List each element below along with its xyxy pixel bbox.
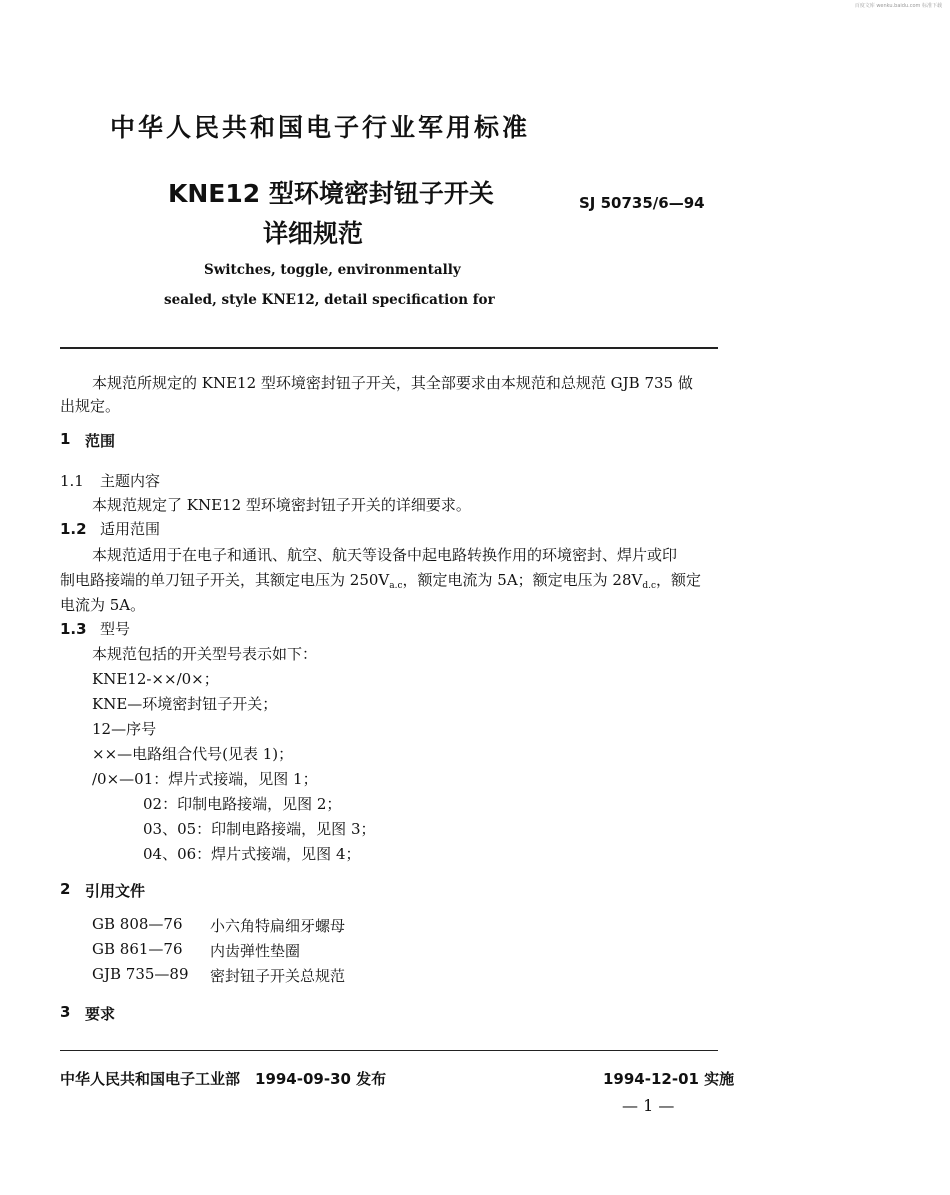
reference-title: 小六角特扁细牙螺母 (210, 917, 346, 935)
model-line: ××—电路组合代号(见表 1)； (92, 745, 294, 763)
reference-code: GB 861—76 (92, 940, 183, 958)
terminal-option: 04、06：焊片式接端，见图 4； (143, 845, 361, 863)
terminal-option: 02：印制电路接端，见图 2； (143, 795, 342, 813)
intro-line2: 出规定。 (60, 397, 121, 415)
intro-line1: 本规范所规定的 KNE12 型环境密封钮子开关，其全部要求由本规范和总规范 GJB 735 做 (92, 374, 693, 392)
english-title-line2: sealed, style KNE12, detail specification for (164, 292, 495, 308)
section-3-number: 3 (60, 1003, 71, 1021)
section-2-title: 引用文件 (85, 882, 146, 900)
model-line: /0×—01：焊片式接端，见图 1； (92, 770, 318, 788)
section-1-2-line2: 制电路接端的单刀钮子开关，其额定电压为 $250V_{a.c}$，额定电流为 5A；额定电压为 $28V_{d.c}$，额定 (60, 571, 702, 591)
effective-date: 1994-12-01 实施 (603, 1070, 735, 1088)
standard-category: 中华人民共和国电子行业军用标准 (110, 113, 531, 142)
model-line: KNE—环境密封钮子开关； (92, 695, 278, 713)
footer-divider (60, 1050, 718, 1051)
section-1-2-line3: 电流为 5A。 (60, 596, 146, 614)
reference-title: 密封钮子开关总规范 (210, 967, 346, 985)
terminal-option: 03、05：印制电路接端，见图 3； (143, 820, 376, 838)
section-1-2-number: 1.2 (60, 520, 87, 538)
reference-code: GJB 735—89 (92, 965, 189, 983)
model-line: 12—序号 (92, 720, 157, 738)
document-subtitle: 详细规范 (263, 219, 364, 248)
english-title-line1: Switches, toggle, environmentally (204, 262, 461, 278)
section-3-title: 要求 (85, 1005, 116, 1023)
section-1-2-title: 适用范围 (100, 520, 161, 538)
section-1-number: 1 (60, 430, 71, 448)
section-1-1-number: 1.1 (60, 472, 84, 490)
model-line: KNE12-××/0×； (92, 670, 219, 688)
document-title: KNE12 型环境密封钮子开关 (168, 179, 494, 208)
section-1-2-line1: 本规范适用于在电子和通讯、航空、航天等设备中起电路转换作用的环境密封、焊片或印 (92, 546, 678, 564)
section-2-number: 2 (60, 880, 71, 898)
model-line: 本规范包括的开关型号表示如下： (92, 645, 318, 663)
page-number: — 1 — (622, 1096, 675, 1115)
reference-code: GB 808—76 (92, 915, 183, 933)
section-1-title: 范围 (85, 432, 116, 450)
section-1-3-number: 1.3 (60, 620, 87, 638)
section-1-3-title: 型号 (100, 620, 131, 638)
watermark: 百度文库 wenku.baidu.com 标准下载 (854, 3, 942, 9)
header-divider (60, 347, 718, 349)
section-1-1-title: 主题内容 (100, 472, 161, 490)
section-1-1-text: 本规范规定了 KNE12 型环境密封钮子开关的详细要求。 (92, 496, 471, 514)
standard-code: SJ 50735/6—94 (579, 194, 705, 212)
reference-title: 内齿弹性垫圈 (210, 942, 301, 960)
issuer-line: 中华人民共和国电子工业部 1994-09-30 发布 (60, 1070, 387, 1088)
